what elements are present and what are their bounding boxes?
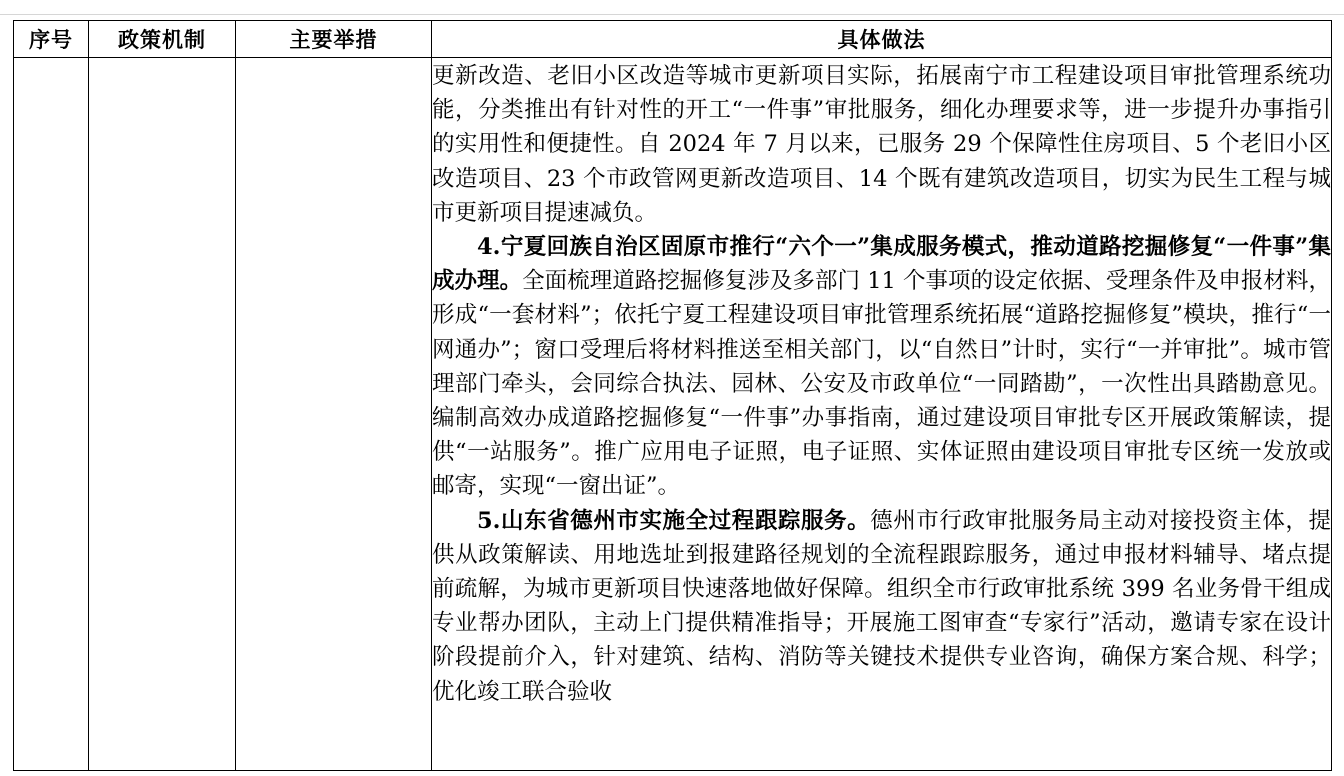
practice-paragraph-2 bbox=[432, 230, 1331, 504]
cell-measures bbox=[236, 58, 432, 771]
header-index: 序号 bbox=[14, 21, 89, 58]
table-header bbox=[14, 21, 1332, 58]
practice-text bbox=[432, 59, 1331, 709]
header-practice: 具体做法 bbox=[432, 21, 1332, 58]
paragraph-2-body: 全面梳理道路挖掘修复涉及多部门 11 个事项的设定依据、受理条件及申报材料，形成“一套材料”；依托宁夏工程建设项目审批管理系统拓展“道路挖掘修复”模块，推行“一网通办”；窗口受理后将材料推送至相关部门，以“自然日”计时，实行“一并审批”。城市管理部门牵头，会同综合执法、园林、公安及市政单位“一同踏勘”，一次性出具踏勘意见。编制高效办成道路挖掘修复“一件事”办事指南，通过建设项目审批专区开展政策解读，提供“一站服务”。推广应用电子证照，电子证照、实体证照由建设项目审批专区统一发放或邮寄，实现“一窗出证”。 bbox=[432, 268, 1331, 500]
page-top-edge bbox=[0, 0, 1344, 15]
header-row bbox=[14, 21, 1332, 58]
practice-paragraph-3 bbox=[432, 504, 1331, 709]
paragraph-2-lead: 4.宁夏回族自治区固原市推行“六个一”集成服务模式，推动道路挖掘修复“一件事”集成办理。 bbox=[432, 234, 1331, 295]
header-measures: 主要举措 bbox=[236, 21, 432, 58]
paragraph-3-lead: 5.山东省德州市实施全过程跟踪服务。 bbox=[477, 507, 871, 534]
cell-mechanism bbox=[89, 58, 236, 771]
header-mechanism: 政策机制 bbox=[89, 21, 236, 58]
table-row bbox=[14, 58, 1332, 771]
practice-paragraph-1 bbox=[432, 59, 1331, 230]
paragraph-3-body: 德州市行政审批服务局主动对接投资主体，提供从政策解读、用地选址到报建路径规划的全流程跟踪服务，通过申报材料辅导、堵点提前疏解，为城市更新项目快速落地做好保障。组织全市行政审批系统 399 名业务骨干组成专业帮办团队，主动上门提供精准指导；开展施工图审查“专家行”活动，邀请专家在设计阶段提前介入，针对建筑、结构、消防等关键技术提供专业咨询，确保方案合规、科学；优化竣工联合验收 bbox=[432, 507, 1331, 705]
paragraph-1-body: 更新改造、老旧小区改造等城市更新项目实际，拓展南宁市工程建设项目审批管理系统功能，分类推出有针对性的开工“一件事”审批服务，细化办理要求等，进一步提升办事指引的实用性和便捷性。自 2024 年 7 月以来，已服务 29 个保障性住房项目、5 个老旧小区改造项目、23 个市政管网更新改造项目、14 个既有建筑改造项目，切实为民生工程与城市更新项目提速减负。 bbox=[432, 63, 1331, 226]
policy-table bbox=[13, 20, 1332, 771]
cell-practice bbox=[432, 58, 1332, 771]
cell-index bbox=[14, 58, 89, 771]
